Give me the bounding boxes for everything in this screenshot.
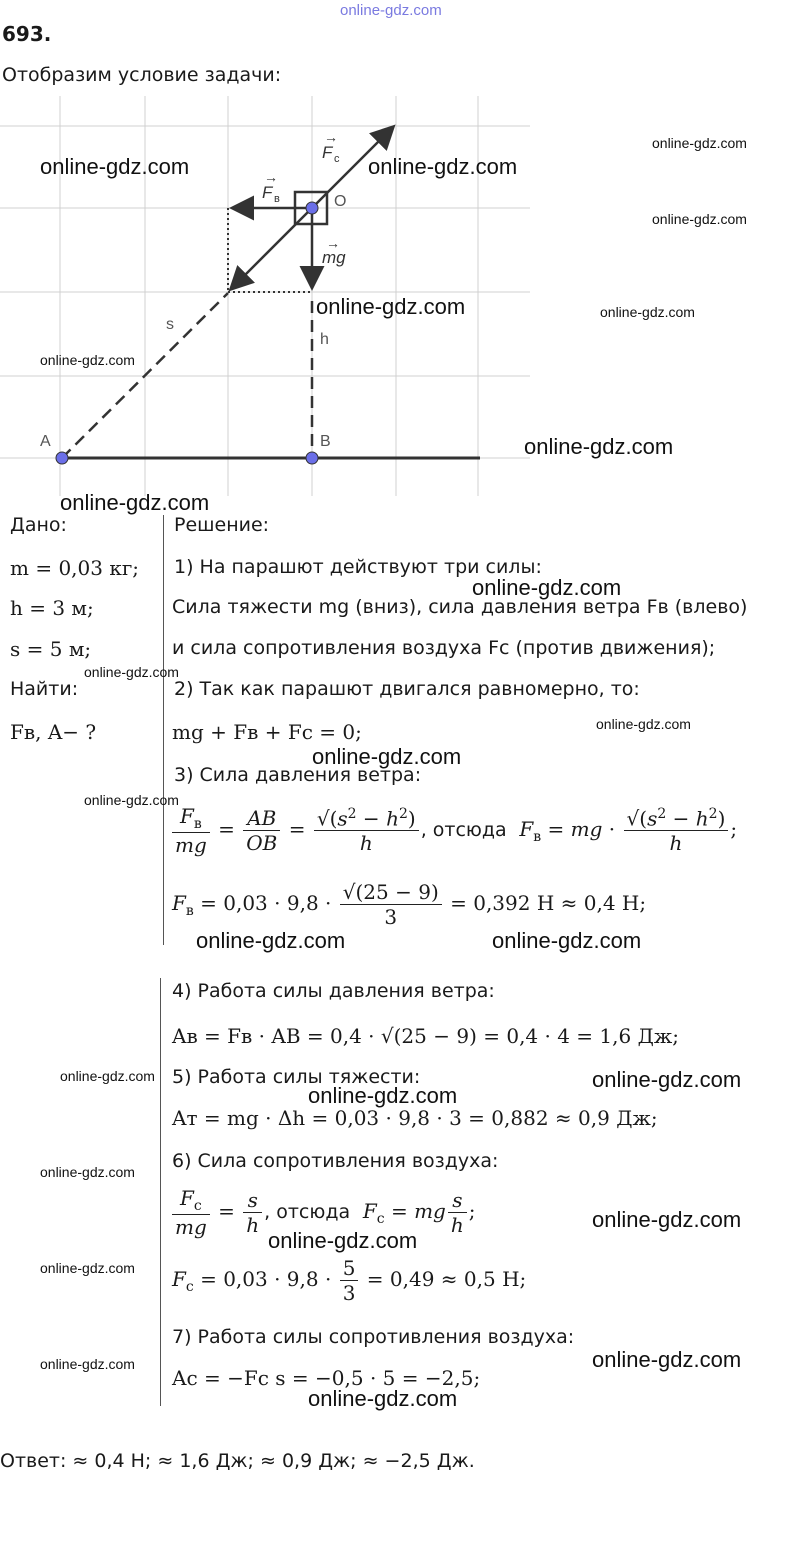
separator-bottom <box>160 978 161 1406</box>
svg-text:→: → <box>264 169 278 185</box>
step5-equation: Aт = mg · Δh = 0,03 · 9,8 · 3 = 0,882 ≈ 0,9 Дж; <box>172 1106 658 1130</box>
given-m: m = 0,03 кг; <box>10 556 140 580</box>
label-A: A <box>40 433 51 450</box>
label-Fc <box>322 129 340 165</box>
find-value: Fв, A− ? <box>10 720 97 744</box>
watermark: online-gdz.com <box>312 744 462 769</box>
label-s: s <box>166 316 174 333</box>
point-A <box>56 452 68 464</box>
watermark: online-gdz.com <box>84 664 179 680</box>
watermark: online-gdz.com <box>592 1207 742 1232</box>
watermark: online-gdz.com <box>40 1260 135 1276</box>
step1-line3: и сила сопротивления воздуха Fс (против движения); <box>172 637 716 659</box>
watermark: online-gdz.com <box>316 294 466 319</box>
step7-title: 7) Работа силы сопротивления воздуха: <box>172 1326 575 1348</box>
label-O: O <box>334 193 347 210</box>
label-mg <box>322 235 346 267</box>
watermark: online-gdz.com <box>652 211 747 227</box>
svg-text:F: F <box>322 143 333 162</box>
step2-title: 2) Так как парашют двигался равномерно, то: <box>174 678 640 700</box>
step6-formula: $\frac{F_с}{mg}$ = $\frac{s}{h}$ , отсюда $F_с$ = mg $\frac{s}{h}$ ; <box>170 1186 476 1239</box>
svg-text:c: c <box>334 153 340 165</box>
watermark: online-gdz.com <box>60 490 210 515</box>
svg-text:→: → <box>326 235 340 251</box>
answer: Ответ: ≈ 0,4 Н; ≈ 1,6 Дж; ≈ 0,9 Дж; ≈ −2,5 Дж. <box>0 1450 475 1472</box>
watermark: online-gdz.com <box>472 575 622 600</box>
label-Fv <box>262 169 280 205</box>
svg-text:F: F <box>262 183 273 202</box>
label-B: B <box>320 433 331 450</box>
point-O <box>306 202 318 214</box>
watermark: online-gdz.com <box>492 928 642 953</box>
watermark: online-gdz.com <box>524 434 674 459</box>
step6-numeric: $F_с = 0,03 \cdot 9,8$ · $\frac{5}{3}$ = 0,49 ≈ 0,5 Н; <box>172 1256 527 1305</box>
step4-equation: Aв = Fв · AB = 0,4 · √(25 − 9) = 0,4 · 4 = 1,6 Дж; <box>172 1024 679 1048</box>
step1-line2: Сила тяжести mg (вниз), сила давления ветра Fв (влево) <box>172 596 748 618</box>
watermark: online-gdz.com <box>596 716 691 732</box>
point-B <box>306 452 318 464</box>
watermark: online-gdz.com <box>84 792 179 808</box>
watermark-top: online-gdz.com <box>340 2 442 19</box>
watermark: online-gdz.com <box>196 928 346 953</box>
step2-equation: mg + Fв + Fс = 0; <box>172 720 362 744</box>
watermark: online-gdz.com <box>652 135 747 151</box>
solution-title: Решение: <box>174 514 270 536</box>
step3-numeric: $F_в = 0,03 \cdot 9,8$ · $\frac{√(25 - 9)}{3}$ = 0,392 Н ≈ 0,4 Н; <box>172 880 647 929</box>
given-s: s = 5 м; <box>10 637 92 661</box>
watermark: online-gdz.com <box>308 1386 458 1411</box>
svg-text:mg: mg <box>322 248 346 267</box>
given-h: h = 3 м; <box>10 596 94 620</box>
watermark: online-gdz.com <box>600 304 695 320</box>
step1-title: 1) На парашют действуют три силы: <box>174 556 542 578</box>
step3-title: 3) Сила давления ветра: <box>174 764 422 786</box>
step7-equation: Aс = −Fс s = −0,5 · 5 = −2,5; <box>172 1366 481 1390</box>
label-h: h <box>320 331 329 348</box>
watermark: online-gdz.com <box>40 352 135 368</box>
watermark: online-gdz.com <box>592 1347 742 1372</box>
watermark: online-gdz.com <box>60 1068 155 1084</box>
watermark: online-gdz.com <box>368 154 518 179</box>
watermark: online-gdz.com <box>40 1164 135 1180</box>
separator-top <box>163 515 164 945</box>
intro-text: Отобразим условие задачи: <box>2 64 282 86</box>
svg-text:в: в <box>274 193 280 205</box>
watermark: online-gdz.com <box>40 154 190 179</box>
watermark: online-gdz.com <box>308 1083 458 1108</box>
step3-formula: $\frac{F_в}{mg}$ = $\frac{AB}{OB}$ = $\frac{√(s^2 - h^2)}{h}$ , отсюда $F_в$ = mg · $\frac{√(s^2 - h^2)}{h}$ ; <box>170 804 737 857</box>
arrow-resultant <box>232 208 312 288</box>
step5-title: 5) Работа силы тяжести: <box>172 1066 421 1088</box>
watermark: online-gdz.com <box>592 1067 742 1092</box>
watermark: online-gdz.com <box>268 1228 418 1253</box>
find-title: Найти: <box>10 678 79 700</box>
watermark: online-gdz.com <box>40 1356 135 1372</box>
step4-title: 4) Работа силы давления ветра: <box>172 980 495 1002</box>
step6-title: 6) Сила сопротивления воздуха: <box>172 1150 499 1172</box>
problem-number: 693. <box>2 22 52 46</box>
given-title: Дано: <box>10 514 67 536</box>
svg-text:→: → <box>324 129 338 145</box>
